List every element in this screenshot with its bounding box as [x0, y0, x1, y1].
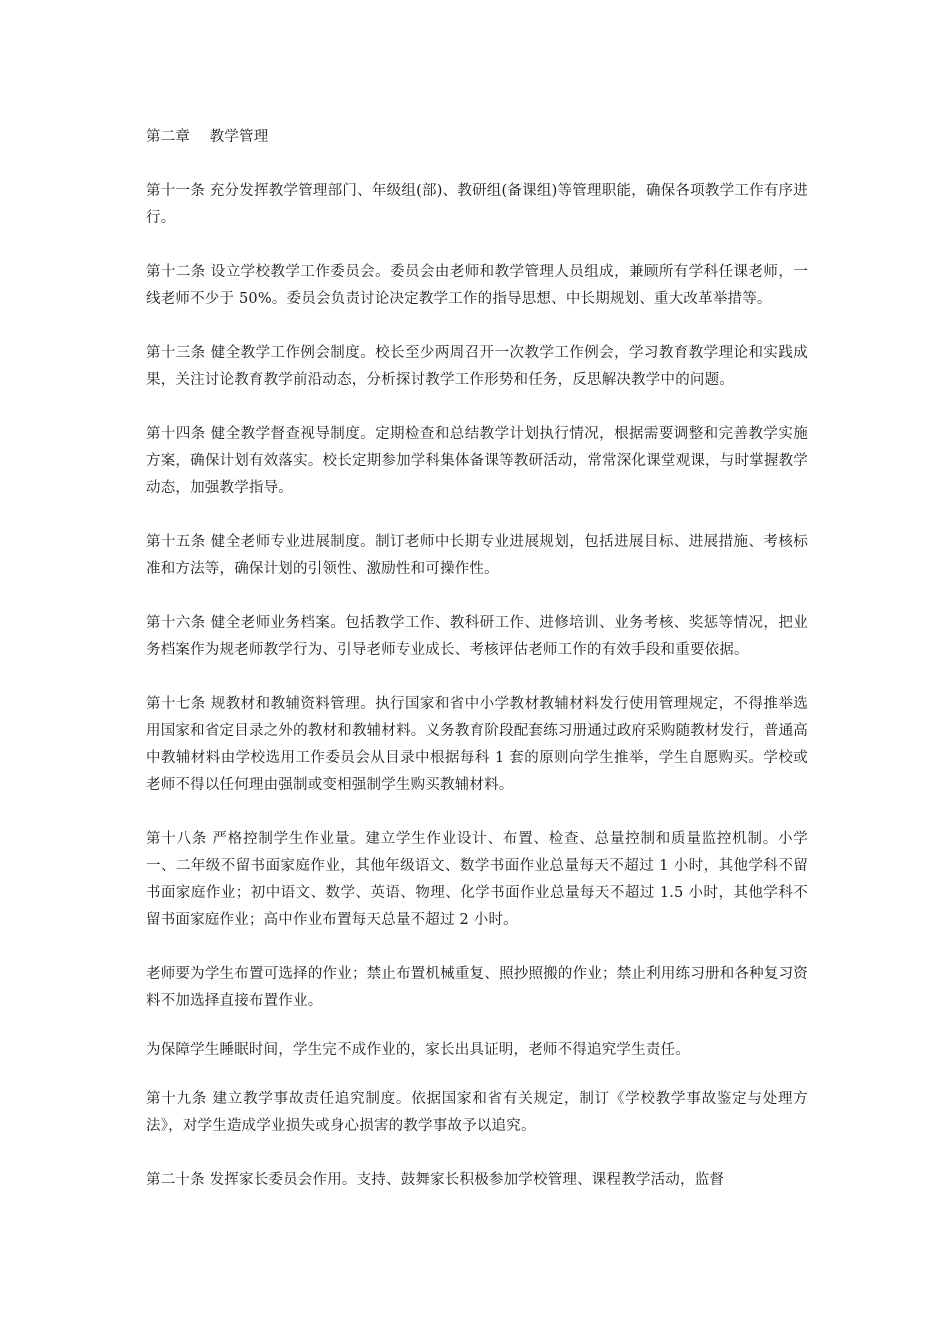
paragraph-article-12: 第十二条 设立学校教学工作委员会。委员会由老师和教学管理人员组成，兼顾所有学科任课老师，一线老师不少于 50%。委员会负责讨论决定教学工作的指导思想、中长期规划、重大改革举措等。	[146, 264, 808, 307]
paragraph-sleep-guarantee: 为保障学生睡眠时间，学生完不成作业的，家长出具证明，老师不得追究学生责任。	[146, 1042, 690, 1058]
paragraph-article-15: 第十五条 健全老师专业进展制度。制订老师中长期专业进展规划，包括进展目标、进展措施、考核标准和方法等，确保计划的引领性、激励性和可操作性。	[146, 534, 808, 577]
paragraph-article-11: 第十一条 充分发挥教学管理部门、年级组(部)、教研组(备课组)等管理职能，确保各项教学工作有序进行。	[146, 183, 808, 226]
paragraph-article-14: 第十四条 健全教学督查视导制度。定期检查和总结教学计划执行情况，根据需要调整和完善教学实施方案，确保计划有效落实。校长定期参加学科集体备课等教研活动，常常深化课堂观课，与时掌握教学动态，加强教学指导。	[146, 426, 808, 496]
paragraph-homework-choice: 老师要为学生布置可选择的作业；禁止布置机械重复、照抄照搬的作业；禁止利用练习册和各种复习资料不加选择直接布置作业。	[146, 966, 808, 1009]
paragraph-article-17: 第十七条 规教材和教辅资料管理。执行国家和省中小学教材教辅材料发行使用管理规定，不得推举选用国家和省定目录之外的教材和教辅材料。义务教育阶段配套练习册通过政府采购随教材发行，普通高中教辅材料由学校选用工作委员会从目录中根据每科 1 套的原则向学生推举，学生自愿购买。学校或老师不得以任何理由强制或变相强制学生购买教辅材料。	[146, 696, 808, 793]
paragraph-article-19: 第十九条 建立教学事故责任追究制度。依据国家和省有关规定，制订《学校教学事故鉴定与处理方法》，对学生造成学业损失或身心损害的教学事故予以追究。	[146, 1091, 808, 1134]
paragraph-article-18: 第十八条 严格控制学生作业量。建立学生作业设计、布置、检查、总量控制和质量监控机制。小学一、二年级不留书面家庭作业，其他年级语文、数学书面作业总量每天不超过 1 小时，其他学科不留书面家庭作业；初中语文、数学、英语、物理、化学书面作业总量每天不超过 1.5 小时，其他学科不留书面家庭作业；高中作业布置每天总量不超过 2 小时。	[146, 831, 808, 928]
chapter-heading: 第二章 教学管理	[146, 129, 269, 145]
paragraph-article-13: 第十三条 健全教学工作例会制度。校长至少两周召开一次教学工作例会，学习教育教学理论和实践成果，关注讨论教育教学前沿动态，分析探讨教学工作形势和任务，反思解决教学中的问题。	[146, 345, 808, 388]
paragraph-article-20: 第二十条 发挥家长委员会作用。支持、鼓舞家长积极参加学校管理、课程教学活动，监督	[146, 1172, 725, 1188]
document-page	[146, 124, 808, 1221]
paragraph-article-16: 第十六条 健全老师业务档案。包括教学工作、教科研工作、进修培训、业务考核、奖惩等情况，把业务档案作为规老师教学行为、引导老师专业成长、考核评估老师工作的有效手段和重要依据。	[146, 615, 808, 658]
